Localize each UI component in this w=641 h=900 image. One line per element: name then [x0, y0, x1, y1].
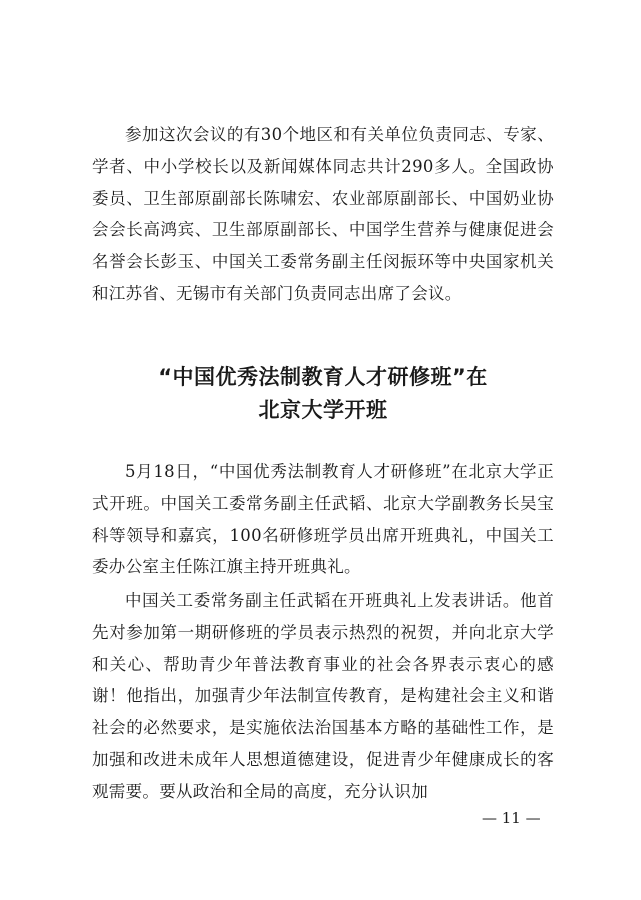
- section-heading-line-2: 北京大学开班: [258, 398, 388, 422]
- paragraph-attendees: 参加这次会议的有30个地区和有关单位负责同志、专家、学者、中小学校长以及新闻媒体同志共计290多人。全国政协委员、卫生部原副部长陈啸宏、农业部原副部长、中国奶业协会会长高鸿宾、卫生部原副部长、中国学生营养与健康促进会名誉会长彭玉、中国关工委常务副主任闵振环等中央国家机关和江苏省、无锡市有关部门负责同志出席了会议。: [92, 125, 554, 303]
- paragraph-speech: 中国关工委常务副主任武韬在开班典礼上发表讲话。他首先对参加第一期研修班的学员表示热烈的祝贺，并向北京大学和关心、帮助青少年普法教育事业的社会各界表示衷心的感谢！他指出，加强青少年法制宣传教育，是构建社会主义和谐社会的必然要求，是实施依法治国基本方略的基础性工作，是加强和改进未成年人思想道德建设，促进青少年健康成长的客观需要。要从政治和全局的高度，充分认识加: [92, 591, 554, 801]
- page-number: — 11 —: [482, 809, 541, 827]
- section-heading-line-1: “中国优秀法制教育人才研修班”在: [158, 365, 488, 389]
- paragraph-opening: 5月18日，“中国优秀法制教育人才研修班”在北京大学正式开班。中国关工委常务副主任武韬、北京大学副教务长吴宝科等领导和嘉宾，100名研修班学员出席开班典礼，中国关工委办公室主任陈江旗主持开班典礼。: [92, 462, 554, 577]
